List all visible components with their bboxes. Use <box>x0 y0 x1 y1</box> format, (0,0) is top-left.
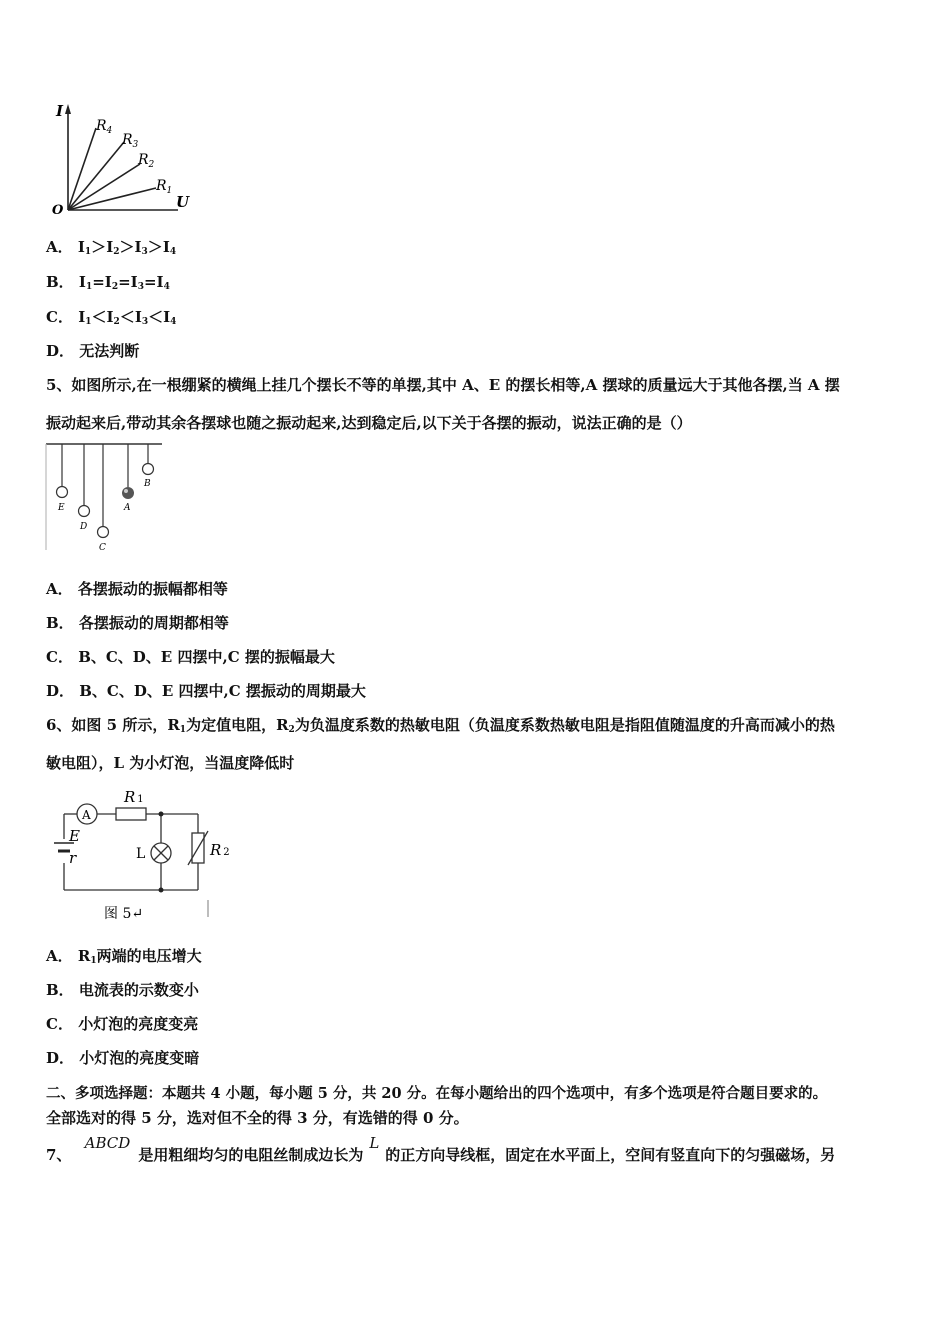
q6-stem-line2: 敏电阻），L 为小灯泡，当温度降低时 <box>46 754 295 772</box>
q7-math-abcd: ABCD <box>84 1134 131 1152</box>
line-r1-label: $R_1$ <box>156 178 173 196</box>
circuit-figure <box>44 785 244 925</box>
pendulum-d-label: D <box>80 522 88 532</box>
iu-graph <box>48 100 198 220</box>
q6-option-a[interactable]: A． $R_1$两端的电压增大 <box>46 947 202 966</box>
q5-option-b[interactable]: B． 各摆振动的周期都相等 <box>46 614 229 632</box>
q4-option-b[interactable]: B． $I_1=I_2=I_3=I_4$ <box>46 273 170 292</box>
pendulum-a-label: A <box>124 503 131 513</box>
line-r4-label: $R_4$ <box>96 118 113 136</box>
q4-option-a[interactable]: A． $I_1>I_2>I_3>I_4$ <box>46 238 177 257</box>
pendulum-c-label: C <box>99 543 106 553</box>
q4-option-d[interactable]: D． 无法判断 <box>46 342 140 360</box>
emf-label: E <box>69 827 80 845</box>
axis-i-label: I <box>56 102 64 120</box>
q5-option-c[interactable]: C． B、C、D、E 四摆中,C 摆的振幅最大 <box>46 648 335 666</box>
section2-line1: 二、多项选择题：本题共 4 小题，每小题 5 分，共 20 分。在每小题给出的四个选项中，有多个选项是符合题目要求的。 <box>46 1085 828 1102</box>
pendulum-e-label: E <box>58 503 65 513</box>
circuit-r2-label: R 2 <box>210 841 230 859</box>
line-r3-label: $R_3$ <box>122 132 139 150</box>
ammeter-label: A <box>82 808 91 822</box>
circuit-r1-label: R 1 <box>124 788 144 806</box>
line-r2-label: $R_2$ <box>138 152 155 170</box>
origin-label: O <box>52 203 64 218</box>
internal-r-label: r <box>69 849 77 867</box>
q5-option-a[interactable]: A． 各摆振动的振幅都相等 <box>46 580 228 598</box>
circuit-caption: 图 5↵ <box>104 906 144 922</box>
q5-stem-line1: 5、如图所示,在一根绷紧的横绳上挂几个摆长不等的单摆,其中 A、E 的摆长相等,A 摆球的质量远大于其他各摆,当 A 摆 <box>46 376 840 394</box>
q7-math-l: L <box>369 1134 380 1152</box>
q6-option-c[interactable]: C． 小灯泡的亮度变亮 <box>46 1015 199 1033</box>
lamp-label: L <box>136 846 146 862</box>
section2-line2: 全部选对的得 5 分，选对但不全的得 3 分，有选错的得 0 分。 <box>46 1109 469 1127</box>
axis-u-label: U <box>176 193 190 211</box>
q6-option-d[interactable]: D． 小灯泡的亮度变暗 <box>46 1049 200 1067</box>
q6-option-b[interactable]: B． 电流表的示数变小 <box>46 981 199 999</box>
q7-stem: 7、 ABCD是用粗细均匀的电阻丝制成边长为L的正方向导线框，固定在水平面上，空间有竖直向下的匀强磁场，另 <box>46 1134 836 1164</box>
pendulum-figure <box>44 440 174 555</box>
q5-option-d[interactable]: D． B、C、D、E 四摆中,C 摆振动的周期最大 <box>46 682 366 700</box>
pendulum-b-label: B <box>144 479 151 489</box>
q4-option-c[interactable]: C． $I_1<I_2<I_3<I_4$ <box>46 308 177 327</box>
q6-stem-line1: 6、如图 5 所示，$R_1$为定值电阻，$R_2$为负温度系数的热敏电阻（负温度系数热敏电阻是指阻值随温度的升高而减小的热 <box>46 716 835 735</box>
q5-stem-line2: 振动起来后,带动其余各摆球也随之振动起来,达到稳定后,以下关于各摆的振动，说法正确的是（） <box>46 414 692 432</box>
